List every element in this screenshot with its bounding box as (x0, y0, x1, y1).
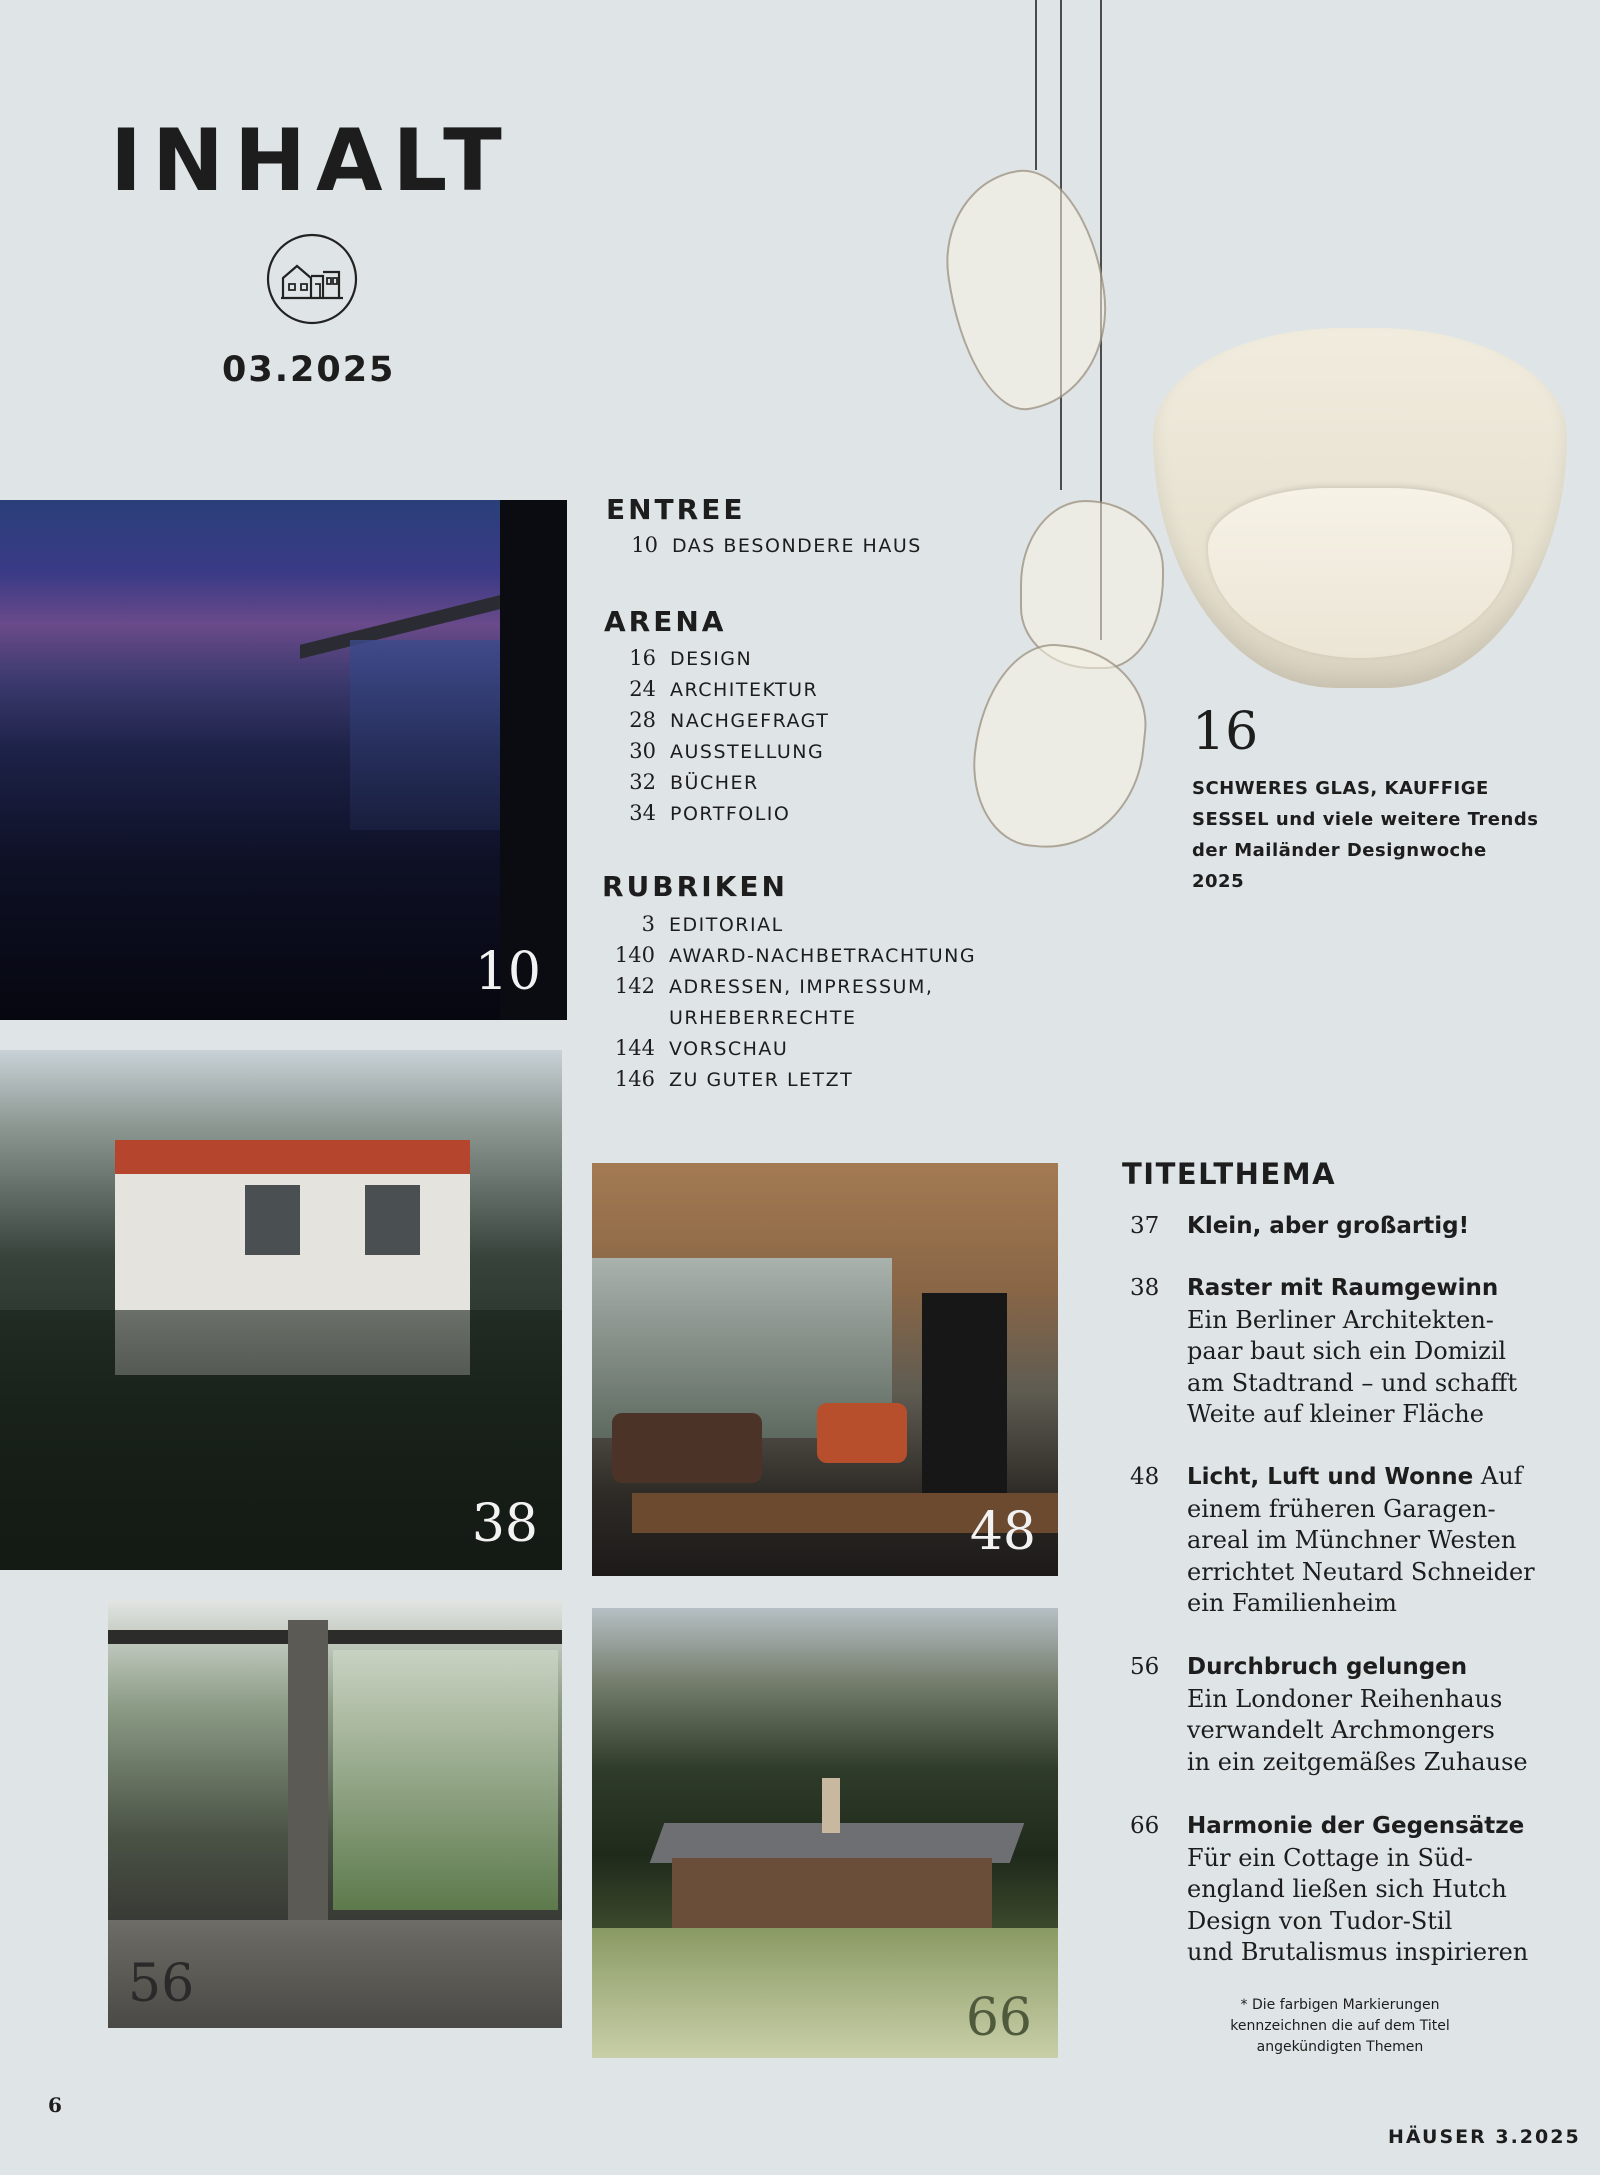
item-text: Ein Berliner Architekten- paar baut sich ein Domizil am Stadtrand – und schafft Weite auf kleiner Fläche (1187, 1305, 1518, 1428)
item-page: 10 (631, 533, 658, 557)
item-page: 32 (629, 770, 656, 794)
item-text: Ein Londoner Reihenhaus verwandelt Archmongers in ein zeitgemäßes Zuhause (1187, 1684, 1528, 1776)
section-heading-titelthema: TITELTHEMA (1122, 1157, 1337, 1191)
item-page: 16 (629, 646, 656, 670)
photo-page-number: 38 (471, 1494, 538, 1554)
item-page: 56 (1130, 1654, 1160, 1680)
glass-pendant-lamp (934, 160, 1120, 418)
item-page: 3 (641, 912, 655, 936)
item-headline: Durchbruch gelungen (1187, 1654, 1468, 1680)
section-heading-arena: ARENA (604, 605, 727, 638)
photo-page-number: 56 (128, 1954, 195, 2014)
issue-date: 03.2025 (222, 350, 396, 390)
photo-haus-38 (0, 1050, 562, 1570)
house-logo-icon (265, 232, 359, 326)
glass-pendant-lamp (965, 637, 1154, 858)
item-label: ARCHITEKTUR (670, 679, 819, 701)
photo-page-number: 10 (474, 942, 541, 1002)
item-headline: Klein, aber großartig! (1187, 1213, 1470, 1239)
item-label: URHEBERRECHTE (669, 1007, 857, 1029)
item-headline: Raster mit Raumgewinn (1187, 1275, 1499, 1301)
photo-haus-56 (108, 1600, 562, 2028)
glass-pendant-lamp (1020, 500, 1164, 669)
footnote: * Die farbigen Markierungen kennzeichnen die auf dem Titel angekündigten Themen (1230, 1997, 1450, 2055)
item-page: 30 (629, 739, 656, 763)
item-label: NACHGEFRAGT (670, 710, 830, 732)
item-page: 48 (1130, 1464, 1160, 1490)
feature-caption: SCHWERES GLAS, KAUFFIGE SESSEL und viele weitere Trends der Mailänder Designwoche 2025 (1192, 778, 1539, 892)
item-text: Auf einem früheren Garagen- areal im Münchner Westen errichtet Neutard Schneider ein Familienheim (1187, 1462, 1535, 1617)
item-label: BÜCHER (670, 772, 759, 794)
item-label: PORTFOLIO (670, 803, 791, 825)
item-page: 24 (629, 677, 656, 701)
item-text: Für ein Cottage in Süd- england ließen sich Hutch Design von Tudor-Stil und Brutalismus inspirieren (1187, 1843, 1529, 1966)
section-heading-rubriken: RUBRIKEN (602, 870, 788, 903)
page-number: 6 (48, 2093, 62, 2117)
item-page: 142 (614, 974, 655, 998)
item-label: DAS BESONDERE HAUS (672, 535, 922, 557)
item-page: 28 (629, 708, 656, 732)
item-label: EDITORIAL (669, 914, 784, 936)
item-page: 146 (614, 1067, 655, 1091)
item-page: 140 (614, 943, 655, 967)
item-label: ADRESSEN, IMPRESSUM, (669, 976, 934, 998)
item-page: 38 (1130, 1275, 1160, 1301)
feature-page-number: 16 (1192, 702, 1259, 762)
photo-page-number: 48 (969, 1502, 1036, 1562)
photo-haus-48 (592, 1163, 1058, 1576)
item-headline: Harmonie der Gegensätze (1187, 1813, 1525, 1839)
item-label: DESIGN (670, 648, 753, 670)
item-page: 37 (1130, 1213, 1160, 1239)
item-page: 144 (614, 1036, 655, 1060)
item-label: ZU GUTER LETZT (669, 1069, 854, 1091)
photo-page-number: 66 (965, 1988, 1032, 2048)
photo-haus-10 (0, 500, 567, 1020)
section-heading-entree: ENTREE (606, 493, 746, 526)
item-headline: Licht, Luft und Wonne (1187, 1464, 1474, 1490)
item-page: 66 (1130, 1813, 1160, 1839)
armchair-image (1153, 328, 1567, 688)
page-title: INHALT (110, 111, 512, 211)
item-page: 34 (629, 801, 656, 825)
item-label: AWARD-NACHBETRACHTUNG (669, 945, 977, 967)
magazine-footer: HÄUSER 3.2025 (1388, 2126, 1581, 2148)
photo-haus-66 (592, 1608, 1058, 2058)
item-label: VORSCHAU (669, 1038, 789, 1060)
item-label: AUSSTELLUNG (670, 741, 825, 763)
lamp-wire (1035, 0, 1037, 170)
